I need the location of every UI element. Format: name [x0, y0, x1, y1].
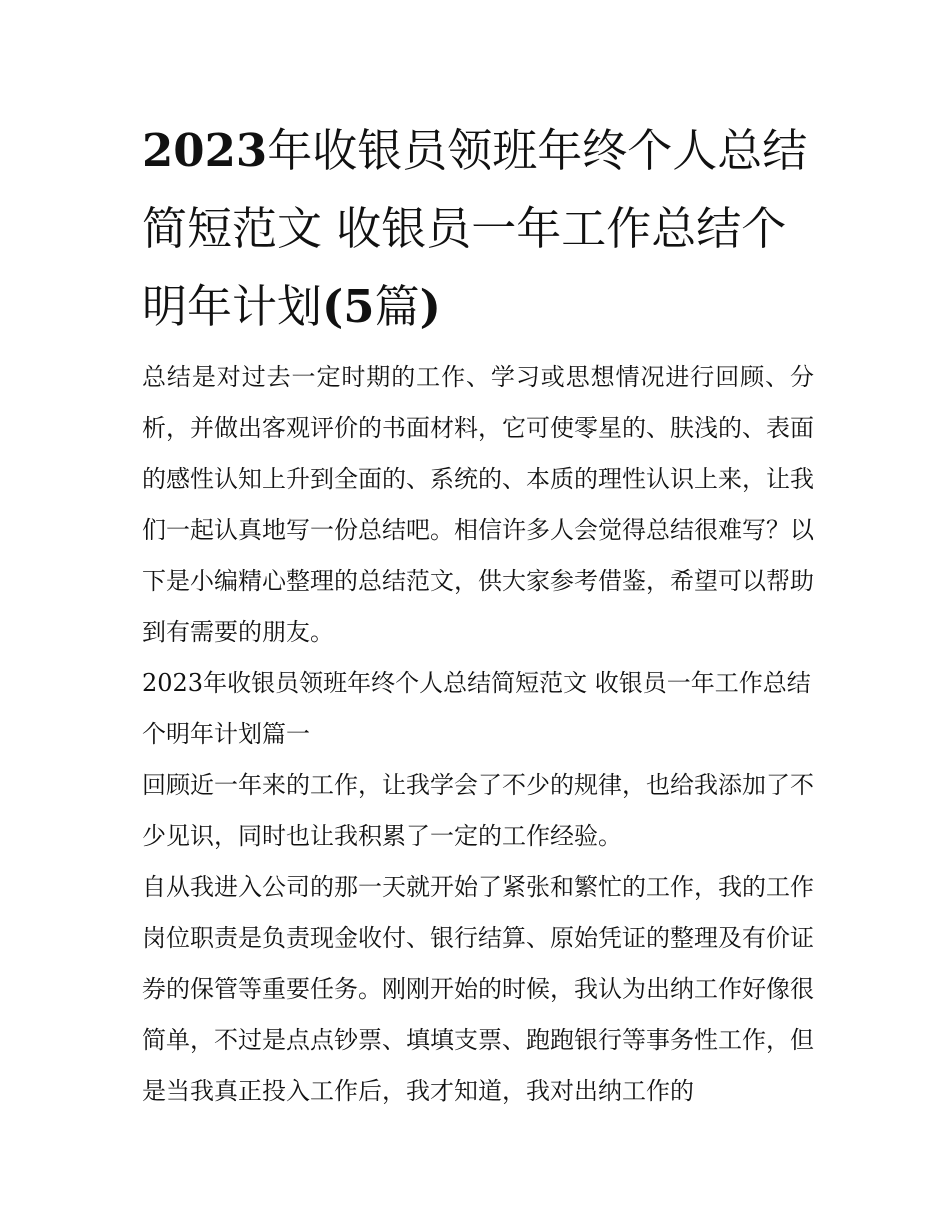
body-paragraph-2: 自从我进入公司的那一天就开始了紧张和繁忙的工作，我的工作岗位职责是负责现金收付、银行结算、原始凭证的整理及有价证券的保管等重要任务。刚刚开始的时候，我认为出纳工作好像很简单，不过是点点钞票、填填支票、跑跑银行等事务性工作，但是当我真正投入工作后，我才知道，我对出纳工作的: [142, 873, 814, 1105]
title-count-open: (5: [322, 280, 375, 333]
intro-paragraph: 总结是对过去一定时期的工作、学习或思想情况进行回顾、分析，并做出客观评价的书面材料，它可使零星的、肤浅的、表面的感性认知上升到全面的、系统的、本质的理性认识上来，让我们一起认真地写一份总结吧。相信许多人会觉得总结很难写？以下是小编精心整理的总结范文，供大家参考借鉴，希望可以帮助到有需要的朋友。: [142, 363, 814, 646]
title-text: 年收银员领班年终个人总结简短范文 收银员一年工作总结个明年计划: [142, 124, 808, 333]
title-year: 2023: [142, 124, 268, 177]
body-paragraph-1: 回顾近一年来的工作，让我学会了不少的规律，也给我添加了不少见识，同时也让我积累了一定的工作经验。: [142, 771, 814, 850]
document-title: [142, 112, 814, 346]
title-count-close: ): [419, 280, 441, 333]
document-page: [142, 112, 814, 1117]
title-count-unit: 篇: [374, 280, 420, 333]
section-heading: 2023年收银员领班年终个人总结简短范文 收银员一年工作总结个明年计划篇一: [142, 669, 811, 748]
document-body: [142, 352, 814, 1117]
